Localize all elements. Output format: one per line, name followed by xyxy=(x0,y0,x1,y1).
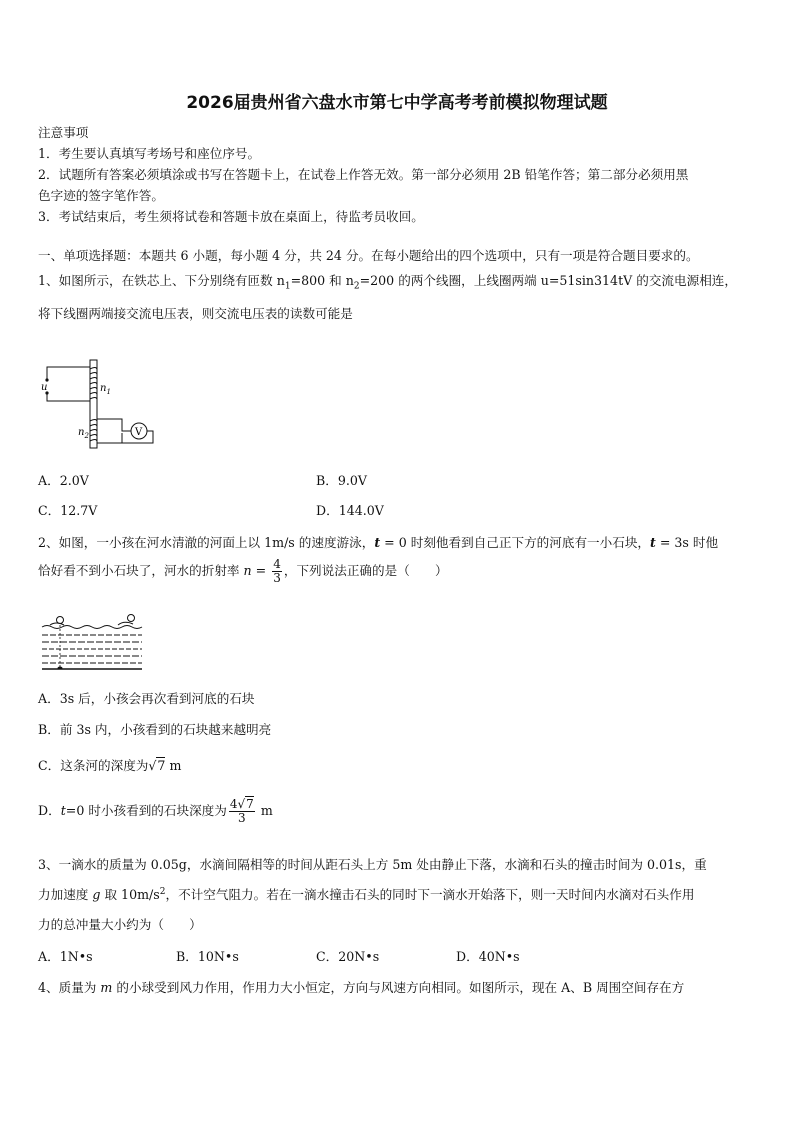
depth-coef: 4 xyxy=(229,797,238,811)
q3-stem-line2 xyxy=(38,884,694,903)
depth-radicand: 7 xyxy=(246,797,254,811)
q2-stem-line1 xyxy=(38,532,718,551)
refractive-index-fraction xyxy=(272,558,282,585)
q2-option-d-prefix: D． xyxy=(38,803,61,818)
label-n2: $n_2$ xyxy=(78,427,89,440)
water-lines xyxy=(42,626,142,670)
q1-option-d: D．144.0V xyxy=(316,503,384,518)
q3-sup: 2 xyxy=(159,886,166,897)
q2-option-d-var-t: t xyxy=(60,803,66,818)
q3-var-g: g xyxy=(92,887,101,902)
label-u: u xyxy=(41,382,48,393)
q1-stem-line1 xyxy=(38,270,737,292)
q3-text-c: ，不计空气阻力。若在一滴水撞击石头的同时下一滴水开始落下，则一天时间内水滴对石头作用 xyxy=(165,887,695,902)
q2-var-n: n xyxy=(243,563,252,578)
q1-stem-line2: 将下线圈两端接交流电压表，则交流电压表的读数可能是 xyxy=(38,306,353,321)
child-swimmer-start xyxy=(50,617,64,626)
q1-option-c: C．12.7V xyxy=(38,503,98,518)
label-n1: $n_1$ xyxy=(100,383,111,396)
q4-text-a: 4、质量为 xyxy=(38,980,101,995)
fraction-numerator: 4 xyxy=(273,557,281,571)
depth-fraction xyxy=(229,798,255,825)
q2-text-e: ，下列说法正确的是（ ） xyxy=(283,563,448,578)
voltmeter-label: V xyxy=(135,427,143,438)
stone xyxy=(58,667,63,670)
q2-var-t0: t xyxy=(374,535,381,550)
q2-text-a: 2、如图，一小孩在河水清澈的河面上以 1m/s 的速度游泳， xyxy=(38,535,375,550)
q2-option-d xyxy=(38,798,273,825)
fraction-denominator: 3 xyxy=(273,571,281,585)
q1-option-a: A．2.0V xyxy=(38,473,89,488)
depth-fraction-numerator xyxy=(229,798,255,812)
q2-option-c-radicand: 7 xyxy=(157,758,166,773)
q3-text-b: 取 10m/s xyxy=(100,887,160,902)
depth-fraction-denominator: 3 xyxy=(238,811,246,825)
q4-stem-line1 xyxy=(38,977,684,996)
notice-item-1: 1．考生要认真填写考场号和座位序号。 xyxy=(38,146,261,161)
q1-option-b: B．9.0V xyxy=(316,473,367,488)
q2-eq: = xyxy=(251,563,271,578)
notice-item-2-cont: 色字迹的签字笔作答。 xyxy=(38,188,164,203)
q2-text-b: = 0 时刻他看到自己正下方的河底有一小石块， xyxy=(380,535,651,550)
q2-option-a: A．3s 后，小孩会再次看到河底的石块 xyxy=(38,691,255,706)
notice-item-3: 3．考试结束后，考生须将试卷和答题卡放在桌面上，待监考员收回。 xyxy=(38,209,424,224)
q3-stem-line3: 力的总冲量大小约为（ ） xyxy=(38,917,202,932)
q1-sub-1: 1 xyxy=(284,281,291,292)
q1-text-c: =200 的两个线圈，上线圈两端 u=51sin314tV 的交流电源相连， xyxy=(359,273,737,288)
q2-var-t3: t xyxy=(650,535,656,550)
q2-option-c xyxy=(38,755,181,774)
sqrt-icon: √ xyxy=(237,797,246,811)
q3-option-d: D．40N•s xyxy=(456,949,520,964)
notice-heading: 注意事项 xyxy=(38,125,89,140)
q2-text-c: = 3s 时他 xyxy=(655,535,719,550)
q3-option-a: A．1N•s xyxy=(38,949,93,964)
notice-item-2: 2．试题所有答案必须填涂或书写在答题卡上，在试卷上作答无效。第一部分必须用 2B 铅笔作答；第二部分必须用黑 xyxy=(38,167,689,182)
q2-option-d-unit: m xyxy=(256,803,273,818)
q2-stem-line2 xyxy=(38,558,448,585)
q2-option-c-unit: m xyxy=(165,758,182,773)
section-heading: 一、单项选择题：本题共 6 小题，每小题 4 分，共 24 分。在每小题给出的四个选项中，只有一项是符合题目要求的。 xyxy=(38,248,699,263)
q3-option-c: C．20N•s xyxy=(316,949,380,964)
q3-text-a: 力加速度 xyxy=(38,887,93,902)
child-swimmer-end xyxy=(118,615,135,626)
q2-option-c-text: C．这条河的深度为 xyxy=(38,758,149,773)
q4-var-m: m xyxy=(100,980,113,995)
q2-text-d: 恰好看不到小石块了，河水的折射率 xyxy=(38,563,244,578)
q2-option-d-text: =0 时小孩看到的石块深度为 xyxy=(65,803,227,818)
page-title: 2026届贵州省六盘水市第七中学高考考前模拟物理试题 xyxy=(186,93,608,113)
transformer-figure xyxy=(38,355,158,455)
sqrt-icon: √ xyxy=(148,758,157,773)
river-figure xyxy=(38,605,150,673)
q1-sub-2: 2 xyxy=(353,281,360,292)
q1-text-a: 1、如图所示，在铁芯上、下分别绕有匝数 n xyxy=(38,273,285,288)
q3-stem-line1: 3、一滴水的质量为 0.05g，水滴间隔相等的时间从距石头上方 5m 处由静止下落，水滴和石头的撞击时间为 0.01s，重 xyxy=(38,857,707,872)
q1-text-b: =800 和 n xyxy=(290,273,354,288)
q2-option-b: B．前 3s 内，小孩看到的石块越来越明亮 xyxy=(38,722,272,737)
q3-option-b: B．10N•s xyxy=(176,949,239,964)
q4-text-b: 的小球受到风力作用，作用力大小恒定，方向与风速方向相同。如图所示，现在 A、B 周围空间存在方 xyxy=(112,980,685,995)
